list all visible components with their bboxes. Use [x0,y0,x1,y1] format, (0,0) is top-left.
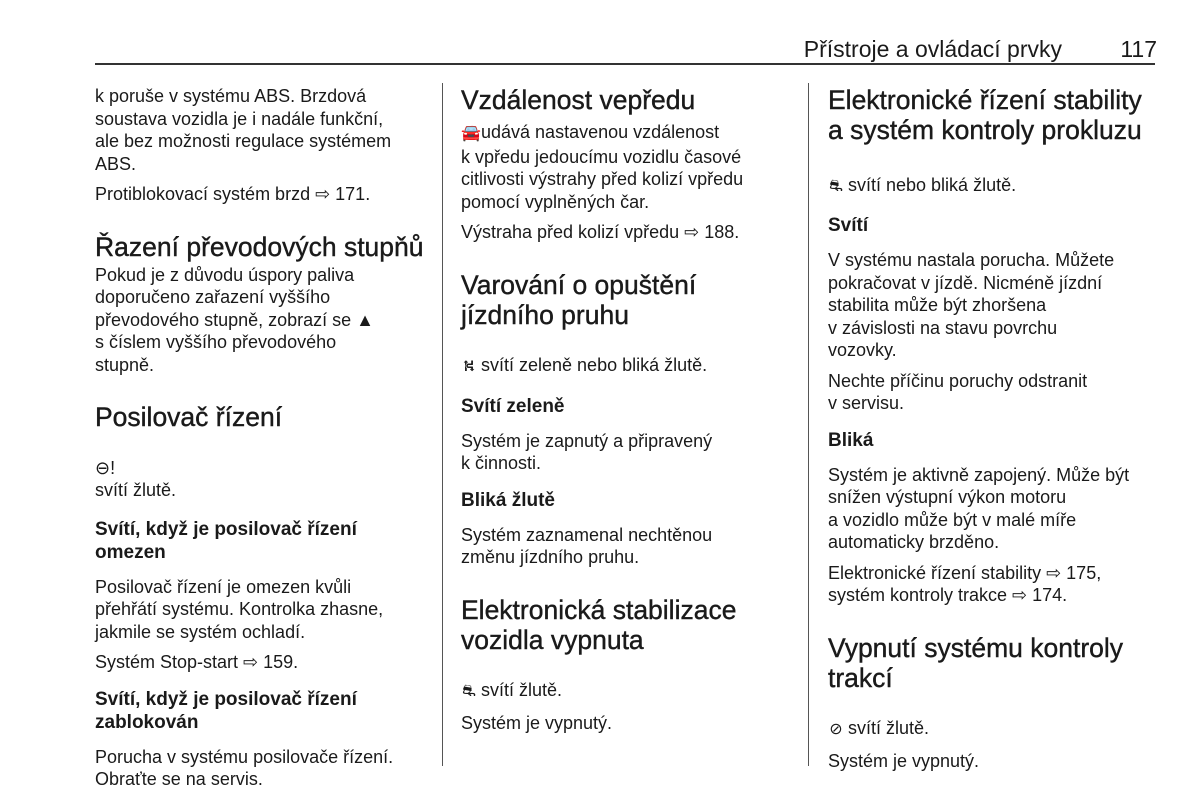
distance-paragraph [461,121,801,213]
tc-off-status-text: svítí žlutě. [848,718,930,738]
column-divider [808,83,809,766]
tc-off-status [828,695,1168,742]
collision-reference[interactable]: Výstraha před kolizí vpředu ⇨ 188. [461,222,740,242]
yellow-paragraph: Systém zaznamenal nechtěnou změnu jízdního pruhu. [461,524,713,567]
blink-paragraph: Systém je aktivně zapojený. Může být snížen výstupní výkon motoru a vozidlo může být v malé míře automaticky brzděno. [828,464,1130,552]
esc-off-status-text: svítí žlutě. [481,680,563,700]
header-rule [95,63,1155,65]
lane-departure-icon: ⛕ [463,358,475,375]
blink-heading: Bliká [828,429,874,451]
esc-off-icon: ⛐ [462,683,476,700]
distance-heading: Vzdálenost vepředu [461,85,696,115]
yellow-heading: Bliká žlutě [461,489,555,511]
green-heading: Svítí zeleně [461,395,565,417]
esc-heading: Elektronické řízení stability a systém kontroly prokluzu [828,85,1142,145]
gear-paragraph: Pokud je z důvodu úspory paliva doporučeno zařazení vyššího převodového stupně, zobrazí se ▲ s číslem vyššího převodového stupně. [95,264,374,375]
esc-status [828,151,1168,198]
traction-off-icon: ⊘ [829,721,843,738]
lane-status [461,332,801,379]
tc-off-paragraph: Systém je vypnutý. [828,750,980,771]
column-2 [461,85,801,742]
abs-paragraph: k poruše v systému ABS. Brzdová soustava vozidla je i nadále funkční, ale bez možnosti regulace systémem ABS. [95,86,392,174]
gear-heading: Řazení převodových stupňů [95,231,424,262]
esc-off-heading: Elektronická stabilizace vozidla vypnuta [461,594,737,655]
esc-status-text: svítí nebo bliká žlutě. [848,174,1017,195]
limited-heading: Svítí, když je posilovač řízení omezen [95,518,357,563]
blocked-heading: Svítí, když je posilovač řízení zablokován [95,688,357,733]
esc-off-status [461,657,801,704]
steering-warning-icon: ⊖! [95,457,116,478]
green-paragraph: Systém je zapnutý a připravený k činnosti. [461,430,713,473]
service-paragraph: Nechte příčinu poruchy odstranit v servisu. [828,370,1088,413]
column-1 [95,85,435,799]
blocked-paragraph: Porucha v systému posilovače řízení. Obraťte se na servis. [95,746,394,789]
steering-status [95,434,435,502]
on-heading: Svítí [828,215,869,236]
distance-text: udává nastavenou vzdálenost k vpředu jedoucímu vozidlu časové citlivosti výstrahy před kolizí vpředu pomocí vyplněných čar. [461,122,744,212]
lane-status-text: svítí zeleně nebo bliká žlutě. [481,355,708,375]
header-title: Přístroje a ovládací prvky [803,36,1062,62]
steering-status-text: svítí žlutě. [95,480,177,500]
tc-off-heading: Vypnutí systému kontroly trakcí [828,632,1124,693]
abs-reference[interactable]: Protiblokovací systém brzd ⇨ 171. [95,184,371,204]
stopstart-reference[interactable]: Systém Stop-start ⇨ 159. [95,652,299,672]
page-number: 117 [1120,36,1157,62]
limited-paragraph: Posilovač řízení je omezen kvůli přehřátí systému. Kontrolka zhasne, jakmile se systém ochladí. [95,576,384,642]
column-3 [828,85,1168,780]
on-paragraph: V systému nastala porucha. Můžete pokračovat v jízdě. Nicméně jízdní stabilita může být zhoršena v závislosti na stavu povrchu vozovky. [828,250,1115,360]
esc-off-paragraph: Systém je vypnutý. [461,712,613,733]
steering-heading: Posilovač řízení [95,402,283,432]
stability-references[interactable]: Elektronické řízení stability ⇨ 175, systém kontroly trakce ⇨ 174. [828,562,1102,605]
lane-heading: Varování o opuštění jízdního pruhu [461,269,697,330]
car-distance-icon: 🚘 [461,125,481,142]
esc-icon: ⛐ [829,177,843,195]
column-divider [442,83,443,766]
